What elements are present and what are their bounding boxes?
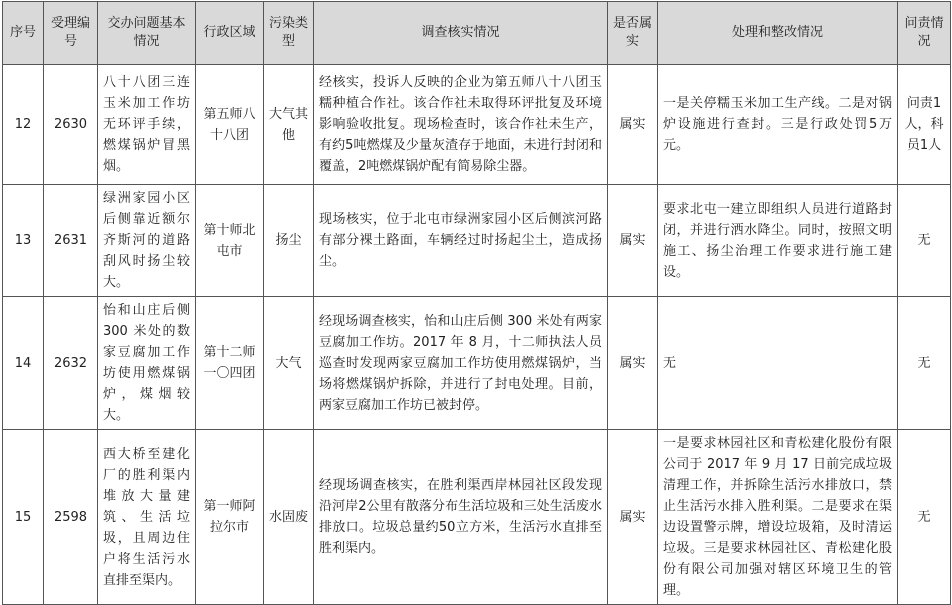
cell-pollution-type: 水固废 (264, 430, 314, 605)
cell-case-id: 2631 (44, 185, 98, 297)
cell-investigation: 经现场调查核实，怡和山庄后侧 300 米处有两家豆腐加工作坊。2017 年 8 月，十二师执法人员巡查时发现两家豆腐加工作坊使用燃煤锅炉，当场将燃煤锅炉拆除，并进行了封电处理。目前，两家豆腐加工作坊已被封停。 (314, 297, 608, 430)
cell-handling: 一是要求林园社区和青松建化股份有限公司于 2017 年 9 月 17 日前完成垃圾清理工作，并拆除生活污水排放口，禁止生活污水排入胜利渠。二是要求在渠边设置警示牌，增设垃圾箱，及时清运垃圾。三是要求林园社区、青松建化股份有限公司加强对辖区环境卫生的管理。 (658, 430, 898, 605)
cell-region: 第五师八十八团 (196, 65, 264, 185)
cell-accountability: 无 (898, 297, 951, 430)
cell-pollution-type: 扬尘 (264, 185, 314, 297)
cell-accountability: 问责1人，科员1人 (898, 65, 951, 185)
table-row (3, 430, 951, 605)
cell-region: 第一师阿拉尔市 (196, 430, 264, 605)
cell-region: 第十二师一〇四团 (196, 297, 264, 430)
cell-issue: 西大桥至建化厂的胜利渠内堆放大量建筑、生活垃圾，且周边住户将生活污水直排至渠内。 (98, 430, 196, 605)
cell-accountability: 无 (898, 185, 951, 297)
cell-case-id: 2598 (44, 430, 98, 605)
cell-issue: 绿洲家园小区后侧靠近额尔齐斯河的道路刮风时扬尘较大。 (98, 185, 196, 297)
cell-handling: 无 (658, 297, 898, 430)
cell-region: 第十师北屯市 (196, 185, 264, 297)
cell-case-id: 2630 (44, 65, 98, 185)
table-row (3, 297, 951, 430)
complaint-table (2, 1, 951, 605)
cell-investigation: 现场核实，位于北屯市绿洲家园小区后侧滨河路有部分裸土路面，车辆经过时扬起尘土，造成扬尘。 (314, 185, 608, 297)
header-issue: 交办问题基本情况 (98, 2, 196, 65)
cell-investigation: 经现场调查核实，在胜利渠西岸林园社区段发现沿河岸2公里有散落分布生活垃圾和三处生活废水排放口。垃圾总量约50立方米，生活污水直排至胜利渠内。 (314, 430, 608, 605)
cell-no: 15 (3, 430, 44, 605)
table-row (3, 65, 951, 185)
cell-verified: 属实 (608, 185, 658, 297)
cell-no: 13 (3, 185, 44, 297)
header-verified: 是否属实 (608, 2, 658, 65)
cell-no: 14 (3, 297, 44, 430)
header-pollution-type: 污染类型 (264, 2, 314, 65)
cell-pollution-type: 大气其他 (264, 65, 314, 185)
cell-verified: 属实 (608, 430, 658, 605)
table-row (3, 185, 951, 297)
cell-case-id: 2632 (44, 297, 98, 430)
cell-investigation: 经核实，投诉人反映的企业为第五师八十八团玉糯种植合作社。该合作社未取得环评批复及环境影响验收批复。现场检查时，该合作社未生产，有约5吨燃煤及少量灰渣存于地面，未进行封闭和覆盖，2吨燃煤锅炉配有简易除尘器。 (314, 65, 608, 185)
cell-verified: 属实 (608, 297, 658, 430)
header-investigation: 调查核实情况 (314, 2, 608, 65)
cell-pollution-type: 大气 (264, 297, 314, 430)
cell-verified: 属实 (608, 65, 658, 185)
cell-issue: 八十八团三连玉米加工作坊无环评手续，燃煤锅炉冒黑烟。 (98, 65, 196, 185)
header-handling: 处理和整改情况 (658, 2, 898, 65)
complaint-handling-document (0, 1, 952, 605)
header-no: 序号 (3, 2, 44, 65)
cell-accountability: 无 (898, 430, 951, 605)
header-accountability: 问责情况 (898, 2, 951, 65)
cell-handling: 要求北屯一建立即组织人员进行道路封闭，并进行洒水降尘。同时，按照文明施工、扬尘治理工作要求进行施工建设。 (658, 185, 898, 297)
cell-no: 12 (3, 65, 44, 185)
header-region: 行政区域 (196, 2, 264, 65)
header-case-id: 受理编号 (44, 2, 98, 65)
cell-handling: 一是关停糯玉米加工生产线。二是对锅炉设施进行查封。三是行政处罚5万元。 (658, 65, 898, 185)
cell-issue: 怡和山庄后侧 300 米处的数家豆腐加工作坊使用燃煤锅炉，煤烟较大。 (98, 297, 196, 430)
table-header-row (3, 2, 951, 65)
